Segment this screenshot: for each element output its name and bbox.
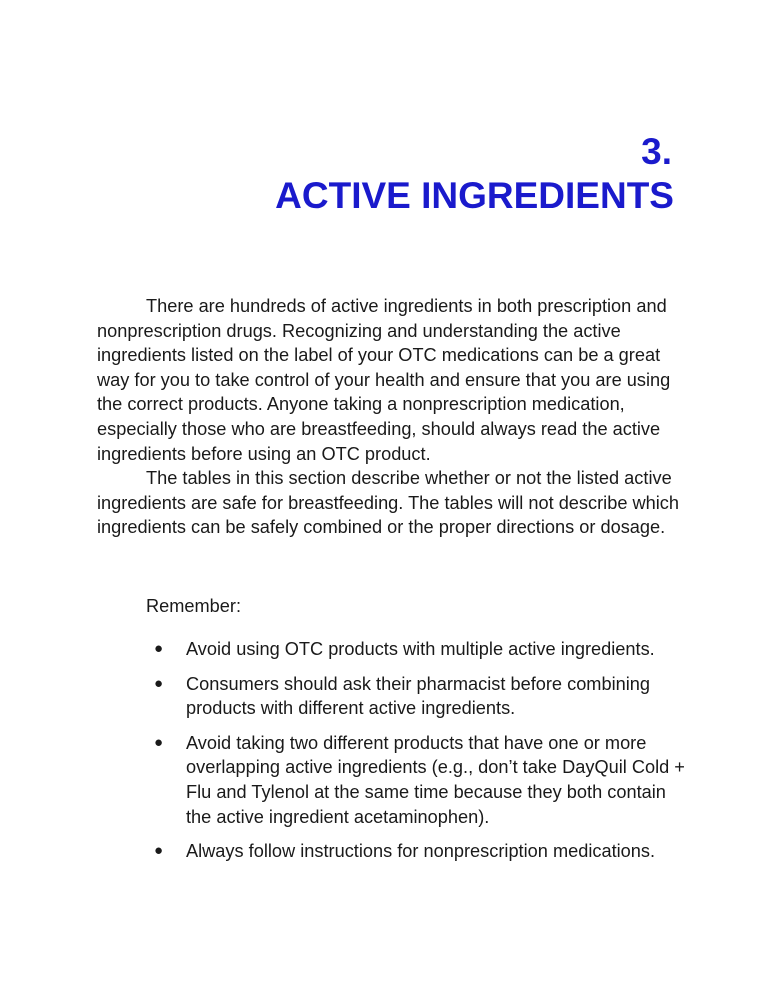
paragraph-tables: The tables in this section describe whether or not the listed active ingredients are safe for breastfeeding. The tables will not describe which ingredients can be safely combined or the proper directions or dosage. xyxy=(97,468,679,538)
chapter-number: 3. xyxy=(641,131,672,172)
bullet-icon: ● xyxy=(154,674,164,692)
list-item-text: Consumers should ask their pharmacist before combining products with different active ingredients. xyxy=(186,673,651,719)
list-item xyxy=(152,672,692,721)
list-item-text: Avoid taking two different products that have one or more overlapping active ingredients (e.g., don’t take DayQuil Cold + Flu and Tylenol at the same time because they both contain the active ingredient acetaminophen). xyxy=(186,732,685,827)
list-item-text: Always follow instructions for nonprescription medications. xyxy=(186,841,656,862)
bullet-icon: ● xyxy=(154,640,164,657)
remember-list xyxy=(152,637,692,874)
bullet-icon: ● xyxy=(154,733,164,751)
list-item xyxy=(152,839,692,864)
list-item xyxy=(152,637,692,662)
list-item xyxy=(152,731,692,829)
bullet-icon: ● xyxy=(154,842,164,860)
remember-label: Remember: xyxy=(146,596,242,616)
chapter-title: ACTIVE INGREDIENTS xyxy=(275,175,674,216)
paragraph-intro: There are hundreds of active ingredients in both prescription and nonprescription drugs. Recognizing and understanding the active ingredients listed on the label of your OTC medications can be a great way for you to take control of your health and ensure that you are using the correct products. Anyone taking a nonprescription medication, especially those who are breastfeeding, should always read the active ingredients before using an OTC product. xyxy=(97,296,671,464)
intro-text xyxy=(97,294,687,540)
list-item-text: Avoid using OTC products with multiple active ingredients. xyxy=(186,639,655,659)
